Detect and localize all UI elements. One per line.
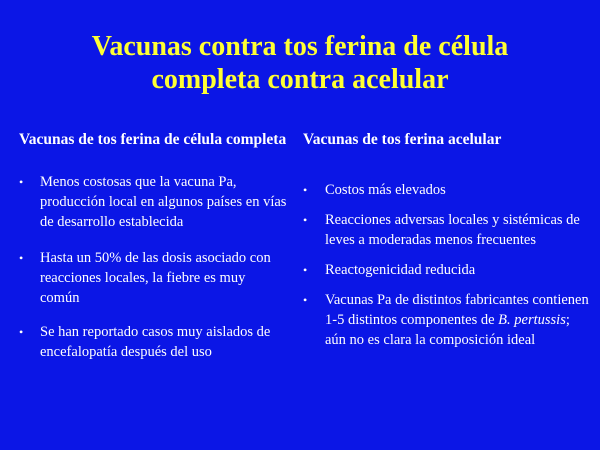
list-item	[303, 290, 593, 350]
right-column-heading: Vacunas de tos ferina acelular	[303, 131, 502, 148]
slide-title	[0, 30, 600, 96]
bullet-icon: •	[303, 183, 308, 197]
species-name: B. pertussis	[498, 312, 566, 328]
list-item	[303, 210, 593, 250]
bullet-text-before: Vacunas Pa de distintos fabricantes contienen 1-5 distintos componentes de	[325, 292, 589, 328]
slide-title-line2: completa contra acelular	[151, 64, 449, 95]
list-item	[19, 172, 287, 232]
left-bullet-list	[19, 172, 287, 362]
bullet-icon: •	[19, 175, 24, 189]
bullet-text: Se han reportado casos muy aislados de encefalopatía después del uso	[40, 324, 271, 360]
bullet-icon: •	[303, 263, 308, 277]
list-item	[19, 322, 287, 362]
left-column-heading: Vacunas de tos ferina de célula completa	[19, 131, 287, 148]
bullet-text: Reactogenicidad reducida	[325, 262, 476, 278]
slide-title-line1: Vacunas contra tos ferina de célula	[91, 31, 509, 62]
bullet-icon: •	[19, 251, 24, 265]
list-item	[303, 260, 593, 280]
bullet-text: Menos costosas que la vacuna Pa, producción local en algunos países en vías de desarrollo establecida	[40, 174, 287, 230]
bullet-text-after: ; aún no es clara la composición ideal	[325, 312, 570, 348]
list-item	[19, 248, 287, 308]
left-column	[19, 130, 287, 362]
bullet-icon: •	[303, 213, 308, 227]
bullet-text: Reacciones adversas locales y sistémicas de leves a moderadas menos frecuentes	[325, 212, 580, 248]
right-column	[303, 130, 593, 350]
bullet-text: Costos más elevados	[325, 182, 446, 198]
bullet-text: Hasta un 50% de las dosis asociado con reacciones locales, la fiebre es muy común	[40, 250, 271, 306]
list-item	[303, 180, 593, 200]
right-bullet-list	[303, 180, 593, 350]
bullet-icon: •	[19, 325, 24, 339]
bullet-icon: •	[303, 293, 308, 307]
